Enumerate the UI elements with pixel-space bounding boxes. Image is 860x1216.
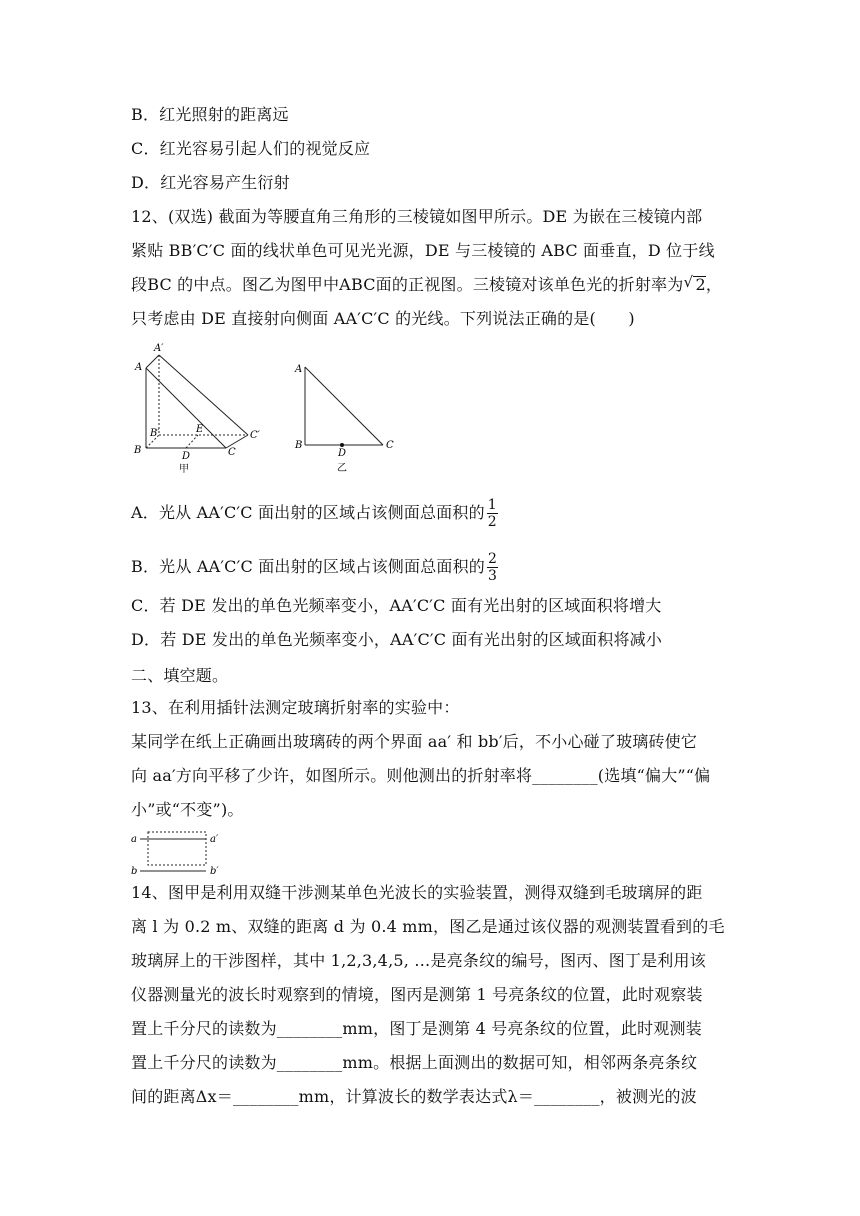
label-a-prime: a′: [210, 834, 219, 845]
q12-line-3-tail: ，: [705, 275, 723, 294]
label-b: B: [134, 445, 142, 456]
label-a-prime: A′: [154, 343, 164, 354]
label-d: D: [182, 451, 191, 462]
q11-option-d: D．红光容易产生衍射: [131, 173, 290, 192]
fraction-denominator: 2: [487, 514, 497, 530]
q14-line-4: 仪器测量光的波长时观察到的情境，图丙是测第 1 号亮条纹的位置，此时观察装: [131, 985, 703, 1004]
caption-yi: 乙: [337, 463, 347, 474]
label-b-prime: b′: [210, 866, 219, 877]
label-a: a: [131, 834, 137, 845]
q12-option-b-text: B．光从 AA′C′C 面出射的区域占该侧面总面积的: [131, 557, 485, 576]
label-a: A: [135, 362, 143, 373]
sqrt-2: √ 2: [693, 276, 705, 293]
label-a: A: [295, 364, 303, 375]
label-b-prime: B′: [150, 428, 160, 439]
q12-option-a-text: A．光从 AA′C′C 面出射的区域占该侧面总面积的: [131, 503, 485, 522]
q12-line-1: 12、(双选) 截面为等腰直角三角形的三棱镜如图甲所示。DE 为嵌在三棱镜内部: [131, 207, 703, 226]
label-b: b: [131, 866, 138, 877]
q12-line-3: [131, 274, 722, 296]
q11-option-c: C．红光容易引起人们的视觉反应: [131, 139, 371, 158]
q12-line-3-text: 段BC 的中点。图乙为图甲中ABC面的正视图。三棱镜对该单色光的折射率为: [131, 275, 684, 294]
label-c-prime: C′: [250, 430, 260, 441]
figure-jia: [128, 340, 278, 475]
label-c: C: [386, 440, 394, 451]
q12-option-d: D．若 DE 发出的单色光频率变小，AA′C′C 面有光出射的区域面积将减小: [131, 630, 663, 649]
point-d: [340, 443, 344, 447]
section-title-fill-blank: 二、填空题。: [131, 666, 229, 685]
q14-line-7: 间的距离Δx＝________mm，计算波长的数学表达式λ＝________，被测光的波: [131, 1087, 697, 1106]
q12-line-2: 紧贴 BB′C′C 面的线状单色可见光光源，DE 与三棱镜的 ABC 面垂直，D 位于线: [131, 241, 715, 260]
fraction-denominator: 3: [488, 568, 498, 584]
q14-line-1: 14、图甲是利用双缝干涉测某单色光波长的实验装置，测得双缝到毛玻璃屏的距: [131, 883, 703, 902]
q13-line-3: 小”或“不变”)。: [131, 800, 244, 819]
figure-glass-brick: [128, 828, 228, 878]
q12-option-a: [131, 497, 498, 530]
q14-line-6: 置上千分尺的读数为________mm。根据上面测出的数据可知，相邻两条亮条纹: [131, 1053, 698, 1072]
q11-option-b: B．红光照射的距离远: [131, 105, 289, 124]
q12-option-b: [131, 551, 498, 584]
label-b: B: [295, 440, 303, 451]
q13-line-2: 向 aa′方向平移了少许，如图所示。则他测出的折射率将________(选填“偏大”“偏: [131, 766, 711, 785]
q13-line-1: 某同学在纸上正确画出玻璃砖的两个界面 aa′ 和 bb′后，不小心碰了玻璃砖使它: [131, 732, 698, 751]
q14-line-3: 玻璃屏上的干涉图样，其中 1,2,3,4,5, …是亮条纹的编号，图丙、图丁是利用该: [131, 951, 706, 970]
fraction-one-half: [487, 497, 498, 530]
fraction-numerator: 2: [488, 551, 498, 567]
label-d: D: [338, 448, 347, 459]
fraction-numerator: 1: [487, 497, 497, 513]
q14-line-5: 置上千分尺的读数为________mm，图丁是测第 4 号亮条纹的位置，此时观测装: [131, 1019, 702, 1038]
figure-yi: [290, 355, 400, 475]
fraction-two-thirds: [487, 551, 498, 584]
q14-line-2: 离 l 为 0.2 m、双缝的距离 d 为 0.4 mm，图乙是通过该仪器的观测装置看到的毛: [131, 917, 725, 936]
q13-title: 13、在利用插针法测定玻璃折射率的实验中：: [131, 698, 460, 717]
q12-option-c: C．若 DE 发出的单色光频率变小，AA′C′C 面有光出射的区域面积将增大: [131, 596, 662, 615]
q12-line-4: 只考虑由 DE 直接射向侧面 AA′C′C 的光线。下列说法正确的是( ): [131, 309, 635, 328]
caption-jia: 甲: [179, 464, 189, 475]
label-e: E: [196, 424, 204, 435]
label-c: C: [228, 447, 236, 458]
